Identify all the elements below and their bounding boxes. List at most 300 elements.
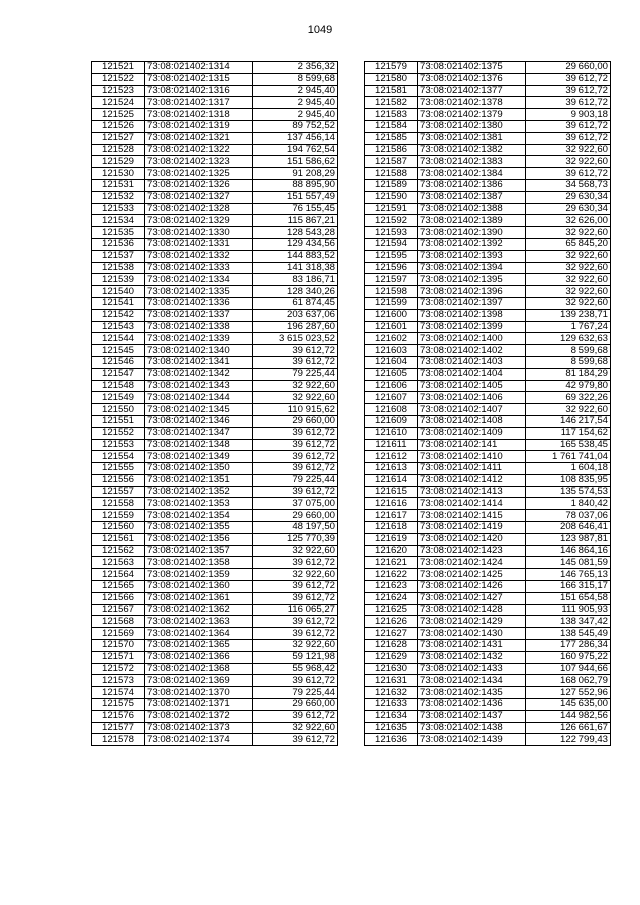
row-number: 121558 [92, 498, 145, 510]
cadastral-value: 145 081,59 [526, 557, 611, 569]
row-number: 121540 [92, 286, 145, 298]
table-row [92, 722, 338, 734]
table-row [92, 191, 338, 203]
row-number: 121525 [92, 109, 145, 121]
row-number: 121577 [92, 722, 145, 734]
row-number: 121634 [365, 710, 418, 722]
row-number: 121606 [365, 380, 418, 392]
cadastral-value: 39 612,72 [253, 628, 338, 640]
cadastral-number: 73:08:021402:1428 [418, 604, 526, 616]
row-number: 121569 [92, 628, 145, 640]
row-number: 121594 [365, 238, 418, 250]
row-number: 121547 [92, 368, 145, 380]
cadastral-value: 32 922,60 [253, 569, 338, 581]
row-number: 121535 [92, 227, 145, 239]
cadastral-number: 73:08:021402:1437 [418, 710, 526, 722]
cadastral-value: 166 315,17 [526, 581, 611, 593]
table-row [92, 309, 338, 321]
row-number: 121587 [365, 156, 418, 168]
cadastral-number: 73:08:021402:1403 [418, 356, 526, 368]
cadastral-value: 32 626,00 [526, 215, 611, 227]
cadastral-value: 29 660,00 [253, 510, 338, 522]
table-row [365, 321, 611, 333]
cadastral-value: 79 225,44 [253, 474, 338, 486]
cadastral-value: 32 922,60 [253, 380, 338, 392]
row-number: 121600 [365, 309, 418, 321]
cadastral-number: 73:08:021402:1347 [145, 427, 253, 439]
cadastral-value: 146 217,54 [526, 415, 611, 427]
table-row [365, 522, 611, 534]
row-number: 121532 [92, 191, 145, 203]
cadastral-number: 73:08:021402:1335 [145, 286, 253, 298]
cadastral-value: 135 574,53 [526, 486, 611, 498]
cadastral-number: 73:08:021402:1375 [418, 62, 526, 74]
cadastral-value: 3 615 023,52 [253, 333, 338, 345]
cadastral-value: 29 630,34 [526, 191, 611, 203]
row-number: 121542 [92, 309, 145, 321]
cadastral-number: 73:08:021402:1339 [145, 333, 253, 345]
cadastral-value: 81 184,29 [526, 368, 611, 380]
row-number: 121560 [92, 522, 145, 534]
cadastral-value: 39 612,72 [253, 451, 338, 463]
table-row [92, 321, 338, 333]
table-row [92, 675, 338, 687]
cadastral-number: 73:08:021402:1343 [145, 380, 253, 392]
row-number: 121604 [365, 356, 418, 368]
cadastral-value: 39 612,72 [253, 592, 338, 604]
table-row [92, 85, 338, 97]
table-row [365, 722, 611, 734]
row-number: 121621 [365, 557, 418, 569]
cadastral-value: 126 661,67 [526, 722, 611, 734]
left-register-table [91, 61, 338, 746]
row-number: 121526 [92, 120, 145, 132]
table-row [92, 545, 338, 557]
right-register-table [364, 61, 611, 746]
row-number: 121551 [92, 415, 145, 427]
table-row [365, 734, 611, 746]
cadastral-value: 39 612,72 [253, 463, 338, 475]
cadastral-value: 39 612,72 [526, 120, 611, 132]
cadastral-value: 107 944,66 [526, 663, 611, 675]
table-row [365, 592, 611, 604]
cadastral-value: 89 752,52 [253, 120, 338, 132]
cadastral-number: 73:08:021402:1368 [145, 663, 253, 675]
row-number: 121618 [365, 522, 418, 534]
row-number: 121635 [365, 722, 418, 734]
cadastral-value: 196 287,60 [253, 321, 338, 333]
cadastral-number: 73:08:021402:1424 [418, 557, 526, 569]
row-number: 121527 [92, 132, 145, 144]
table-row [365, 463, 611, 475]
cadastral-number: 73:08:021402:1371 [145, 699, 253, 711]
row-number: 121622 [365, 569, 418, 581]
cadastral-number: 73:08:021402:1394 [418, 262, 526, 274]
cadastral-number: 73:08:021402:1332 [145, 250, 253, 262]
cadastral-value: 117 154,62 [526, 427, 611, 439]
table-row [365, 675, 611, 687]
row-number: 121582 [365, 97, 418, 109]
table-row [92, 156, 338, 168]
table-row [92, 451, 338, 463]
table-row [92, 392, 338, 404]
row-number: 121554 [92, 451, 145, 463]
right-table-body [365, 62, 611, 746]
cadastral-number: 73:08:021402:1380 [418, 120, 526, 132]
table-row [365, 427, 611, 439]
table-row [92, 651, 338, 663]
cadastral-value: 194 762,54 [253, 144, 338, 156]
cadastral-number: 73:08:021402:1321 [145, 132, 253, 144]
cadastral-number: 73:08:021402:1396 [418, 286, 526, 298]
row-number: 121616 [365, 498, 418, 510]
table-row [365, 191, 611, 203]
table-row [92, 663, 338, 675]
cadastral-value: 8 599,68 [526, 356, 611, 368]
cadastral-value: 32 922,60 [253, 640, 338, 652]
cadastral-number: 73:08:021402:1429 [418, 616, 526, 628]
table-row [365, 309, 611, 321]
cadastral-number: 73:08:021402:1383 [418, 156, 526, 168]
table-row [92, 274, 338, 286]
cadastral-value: 29 630,34 [526, 203, 611, 215]
cadastral-value: 37 075,00 [253, 498, 338, 510]
table-row [92, 710, 338, 722]
row-number: 121607 [365, 392, 418, 404]
cadastral-value: 208 646,41 [526, 522, 611, 534]
row-number: 121579 [365, 62, 418, 74]
cadastral-number: 73:08:021402:1432 [418, 651, 526, 663]
table-row [92, 616, 338, 628]
row-number: 121541 [92, 297, 145, 309]
table-row [92, 62, 338, 74]
cadastral-number: 73:08:021402:1363 [145, 616, 253, 628]
cadastral-value: 32 922,60 [253, 722, 338, 734]
cadastral-value: 146 864,16 [526, 545, 611, 557]
table-row [92, 144, 338, 156]
cadastral-value: 32 922,60 [526, 286, 611, 298]
row-number: 121630 [365, 663, 418, 675]
cadastral-number: 73:08:021402:1317 [145, 97, 253, 109]
cadastral-number: 73:08:021402:1392 [418, 238, 526, 250]
cadastral-value: 39 612,72 [253, 486, 338, 498]
row-number: 121631 [365, 675, 418, 687]
cadastral-number: 73:08:021402:1369 [145, 675, 253, 687]
cadastral-number: 73:08:021402:1327 [145, 191, 253, 203]
table-row [365, 333, 611, 345]
cadastral-value: 146 765,13 [526, 569, 611, 581]
row-number: 121602 [365, 333, 418, 345]
cadastral-number: 73:08:021402:1365 [145, 640, 253, 652]
table-row [92, 604, 338, 616]
row-number: 121591 [365, 203, 418, 215]
cadastral-number: 73:08:021402:1336 [145, 297, 253, 309]
cadastral-value: 122 799,43 [526, 734, 611, 746]
cadastral-value: 39 612,72 [253, 439, 338, 451]
cadastral-number: 73:08:021402:1326 [145, 179, 253, 191]
row-number: 121615 [365, 486, 418, 498]
cadastral-number: 73:08:021402:1433 [418, 663, 526, 675]
row-number: 121585 [365, 132, 418, 144]
cadastral-value: 151 586,62 [253, 156, 338, 168]
cadastral-number: 73:08:021402:1358 [145, 557, 253, 569]
row-number: 121563 [92, 557, 145, 569]
table-row [365, 616, 611, 628]
row-number: 121619 [365, 533, 418, 545]
row-number: 121531 [92, 179, 145, 191]
cadastral-value: 108 835,95 [526, 474, 611, 486]
cadastral-number: 73:08:021402:1390 [418, 227, 526, 239]
cadastral-number: 73:08:021402:1328 [145, 203, 253, 215]
row-number: 121586 [365, 144, 418, 156]
cadastral-value: 177 286,34 [526, 640, 611, 652]
cadastral-number: 73:08:021402:1388 [418, 203, 526, 215]
cadastral-number: 73:08:021402:1420 [418, 533, 526, 545]
table-row [365, 168, 611, 180]
cadastral-value: 151 654,58 [526, 592, 611, 604]
cadastral-number: 73:08:021402:1354 [145, 510, 253, 522]
cadastral-value: 1 767,24 [526, 321, 611, 333]
cadastral-value: 79 225,44 [253, 687, 338, 699]
cadastral-number: 73:08:021402:1348 [145, 439, 253, 451]
table-row [365, 604, 611, 616]
table-row [365, 474, 611, 486]
cadastral-number: 73:08:021402:1359 [145, 569, 253, 581]
table-row [365, 356, 611, 368]
row-number: 121580 [365, 73, 418, 85]
table-row [365, 179, 611, 191]
table-row [92, 262, 338, 274]
table-row [92, 510, 338, 522]
table-row [365, 651, 611, 663]
cadastral-number: 73:08:021402:1431 [418, 640, 526, 652]
table-row [365, 699, 611, 711]
cadastral-number: 73:08:021402:1408 [418, 415, 526, 427]
table-row [365, 628, 611, 640]
table-row [365, 368, 611, 380]
cadastral-number: 73:08:021402:1404 [418, 368, 526, 380]
cadastral-value: 116 065,27 [253, 604, 338, 616]
table-row [365, 581, 611, 593]
cadastral-number: 73:08:021402:1423 [418, 545, 526, 557]
table-row [365, 203, 611, 215]
cadastral-number: 73:08:021402:1373 [145, 722, 253, 734]
cadastral-value: 115 867,21 [253, 215, 338, 227]
page-number: 1049 [307, 24, 333, 36]
cadastral-number: 73:08:021402:1414 [418, 498, 526, 510]
table-row [365, 250, 611, 262]
cadastral-value: 2 945,40 [253, 85, 338, 97]
cadastral-number: 73:08:021402:1410 [418, 451, 526, 463]
cadastral-value: 129 434,56 [253, 238, 338, 250]
cadastral-value: 55 968,42 [253, 663, 338, 675]
cadastral-value: 168 062,79 [526, 675, 611, 687]
table-row [365, 227, 611, 239]
table-row [365, 663, 611, 675]
table-row [365, 439, 611, 451]
cadastral-number: 73:08:021402:1411 [418, 463, 526, 475]
cadastral-value: 125 770,39 [253, 533, 338, 545]
table-row [365, 297, 611, 309]
cadastral-value: 32 922,60 [526, 250, 611, 262]
cadastral-value: 79 225,44 [253, 368, 338, 380]
row-number: 121597 [365, 274, 418, 286]
cadastral-number: 73:08:021402:1318 [145, 109, 253, 121]
cadastral-value: 32 922,60 [526, 227, 611, 239]
row-number: 121588 [365, 168, 418, 180]
cadastral-value: 61 874,45 [253, 297, 338, 309]
cadastral-value: 145 635,00 [526, 699, 611, 711]
table-row [365, 144, 611, 156]
table-row [92, 592, 338, 604]
cadastral-number: 73:08:021402:1409 [418, 427, 526, 439]
table-row [92, 533, 338, 545]
row-number: 121573 [92, 675, 145, 687]
table-row [365, 109, 611, 121]
table-row [365, 286, 611, 298]
cadastral-number: 73:08:021402:1415 [418, 510, 526, 522]
row-number: 121629 [365, 651, 418, 663]
cadastral-number: 73:08:021402:1334 [145, 274, 253, 286]
row-number: 121546 [92, 356, 145, 368]
table-row [92, 120, 338, 132]
row-number: 121636 [365, 734, 418, 746]
table-row [92, 333, 338, 345]
cadastral-value: 59 121,98 [253, 651, 338, 663]
cadastral-value: 2 945,40 [253, 109, 338, 121]
table-row [365, 498, 611, 510]
cadastral-value: 76 155,45 [253, 203, 338, 215]
cadastral-value: 123 987,81 [526, 533, 611, 545]
cadastral-number: 73:08:021402:1419 [418, 522, 526, 534]
row-number: 121549 [92, 392, 145, 404]
table-row [365, 640, 611, 652]
cadastral-value: 8 599,68 [253, 73, 338, 85]
row-number: 121552 [92, 427, 145, 439]
row-number: 121601 [365, 321, 418, 333]
row-number: 121624 [365, 592, 418, 604]
cadastral-value: 48 197,50 [253, 522, 338, 534]
cadastral-value: 138 347,42 [526, 616, 611, 628]
cadastral-number: 73:08:021402:1384 [418, 168, 526, 180]
row-number: 121575 [92, 699, 145, 711]
table-row [92, 380, 338, 392]
row-number: 121596 [365, 262, 418, 274]
cadastral-value: 32 922,60 [526, 274, 611, 286]
table-row [365, 345, 611, 357]
table-row [365, 557, 611, 569]
cadastral-value: 91 208,29 [253, 168, 338, 180]
row-number: 121593 [365, 227, 418, 239]
row-number: 121613 [365, 463, 418, 475]
cadastral-number: 73:08:021402:1352 [145, 486, 253, 498]
table-row [92, 297, 338, 309]
row-number: 121557 [92, 486, 145, 498]
table-row [365, 404, 611, 416]
cadastral-number: 73:08:021402:1379 [418, 109, 526, 121]
cadastral-number: 73:08:021402:1364 [145, 628, 253, 640]
cadastral-value: 69 322,26 [526, 392, 611, 404]
table-row [92, 640, 338, 652]
row-number: 121559 [92, 510, 145, 522]
table-row [92, 569, 338, 581]
cadastral-value: 42 979,80 [526, 380, 611, 392]
cadastral-value: 32 922,60 [526, 404, 611, 416]
table-row [365, 132, 611, 144]
cadastral-number: 73:08:021402:1353 [145, 498, 253, 510]
row-number: 121555 [92, 463, 145, 475]
cadastral-value: 39 612,72 [253, 675, 338, 687]
row-number: 121561 [92, 533, 145, 545]
row-number: 121599 [365, 297, 418, 309]
row-number: 121571 [92, 651, 145, 663]
table-row [92, 415, 338, 427]
row-number: 121538 [92, 262, 145, 274]
cadastral-value: 127 552,96 [526, 687, 611, 699]
cadastral-value: 78 037,06 [526, 510, 611, 522]
cadastral-number: 73:08:021402:1337 [145, 309, 253, 321]
cadastral-number: 73:08:021402:1333 [145, 262, 253, 274]
row-number: 121572 [92, 663, 145, 675]
table-row [92, 227, 338, 239]
row-number: 121605 [365, 368, 418, 380]
row-number: 121614 [365, 474, 418, 486]
cadastral-number: 73:08:021402:1382 [418, 144, 526, 156]
cadastral-number: 73:08:021402:1406 [418, 392, 526, 404]
row-number: 121576 [92, 710, 145, 722]
table-row [365, 392, 611, 404]
cadastral-value: 39 612,72 [253, 345, 338, 357]
row-number: 121598 [365, 286, 418, 298]
cadastral-number: 73:08:021402:1395 [418, 274, 526, 286]
row-number: 121564 [92, 569, 145, 581]
cadastral-value: 29 660,00 [526, 62, 611, 74]
table-row [92, 557, 338, 569]
cadastral-number: 73:08:021402:1314 [145, 62, 253, 74]
cadastral-number: 73:08:021402:1374 [145, 734, 253, 746]
cadastral-value: 165 538,45 [526, 439, 611, 451]
cadastral-number: 73:08:021402:1360 [145, 581, 253, 593]
cadastral-value: 34 568,73 [526, 179, 611, 191]
row-number: 121534 [92, 215, 145, 227]
cadastral-value: 144 982,56 [526, 710, 611, 722]
cadastral-value: 129 632,63 [526, 333, 611, 345]
cadastral-value: 65 845,20 [526, 238, 611, 250]
row-number: 121620 [365, 545, 418, 557]
cadastral-number: 73:08:021402:1357 [145, 545, 253, 557]
row-number: 121632 [365, 687, 418, 699]
cadastral-value: 39 612,72 [526, 97, 611, 109]
cadastral-number: 73:08:021402:1344 [145, 392, 253, 404]
table-row [92, 109, 338, 121]
cadastral-number: 73:08:021402:1316 [145, 85, 253, 97]
cadastral-value: 39 612,72 [526, 168, 611, 180]
cadastral-number: 73:08:021402:1405 [418, 380, 526, 392]
cadastral-number: 73:08:021402:1361 [145, 592, 253, 604]
row-number: 121556 [92, 474, 145, 486]
table-row [365, 415, 611, 427]
cadastral-number: 73:08:021402:1397 [418, 297, 526, 309]
cadastral-number: 73:08:021402:1376 [418, 73, 526, 85]
row-number: 121628 [365, 640, 418, 652]
row-number: 121567 [92, 604, 145, 616]
cadastral-number: 73:08:021402:1393 [418, 250, 526, 262]
table-row [365, 120, 611, 132]
cadastral-number: 73:08:021402:1430 [418, 628, 526, 640]
cadastral-number: 73:08:021402:1325 [145, 168, 253, 180]
row-number: 121610 [365, 427, 418, 439]
row-number: 121581 [365, 85, 418, 97]
